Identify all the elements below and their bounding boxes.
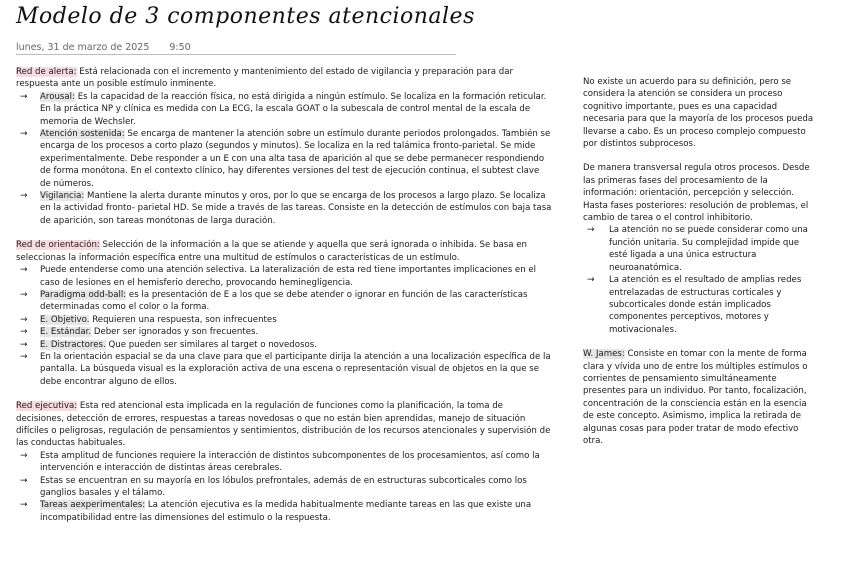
item-text: Esta amplitud de funciones requiere la interacción de distintos subcomponentes de los procesamientos, así como la intervención e interacción de distintas áreas cerebrales.	[40, 450, 540, 474]
item-term: Vigilancia:	[40, 191, 85, 202]
definition-paragraph: No existe un acuerdo para su definición, pero se considera la atención se considera un proceso cognitivo importante, pues es una capacidad necesaria para que la mayoría de los procesos pueda llevarse a cabo. Es un proceso complejo compuesto por distintos subprocesos.	[583, 77, 814, 150]
arrow-icon: →	[20, 129, 28, 140]
arrow-icon: →	[20, 327, 28, 338]
alerta-label: Red de alerta:	[16, 67, 77, 77]
item-text: Mantiene la alerta durante minutos y oros, por lo que se encarga de los procesos a largo plazo. Se localiza en la actividad fronto- parietal HD. Se mide a través de las tareas. Consiste en la detección de estímulos con baja tasa de aparición, son tareas monótonas de larga duración.	[40, 191, 552, 226]
list-item	[16, 128, 552, 190]
list-item	[16, 326, 552, 338]
james-text: Consiste en tomar con la mente de forma clara y vívida uno de entre los múltiples estímulos o corrientes de pensamiento simultáneamente presentes para un individuo. Por tanto, focalización, concentración de la consciencia están en la esencia de este concepto. Asimismo, implica la retirada de algunas cosas para poder tratar de modo efectivo otra.	[583, 349, 808, 446]
item-term: Atención sostenida:	[40, 129, 125, 140]
list-item	[16, 289, 552, 314]
page-meta	[16, 42, 456, 55]
arrow-icon: →	[20, 475, 28, 486]
list-item	[16, 190, 552, 227]
arrow-icon: →	[20, 450, 28, 461]
transversal-block	[583, 162, 819, 336]
arrow-icon: →	[20, 289, 28, 300]
item-text: La atención no se puede considerar como una función unitaria. Su complejidad impide que esté ligada a una única estructura neuroanatómica.	[609, 225, 808, 273]
ejecutiva-label: Red ejecutiva:	[16, 401, 78, 412]
item-text: En la orientación espacial se da una clave para que el participante dirija la atención a una localización específica de la pantalla. La búsqueda visual es la exploración activa de una escena o representación visual de objetos en la que se debe encontrar alguno de ellos.	[40, 351, 551, 387]
list-item	[583, 274, 819, 336]
list-item	[583, 224, 819, 274]
arrow-icon: →	[20, 265, 28, 276]
arrow-icon: →	[20, 500, 28, 511]
list-item	[16, 264, 552, 289]
section-alerta	[16, 66, 552, 227]
item-term: E. Objetivo.	[40, 314, 90, 325]
item-text: Que pueden ser similares al target o novedosos.	[105, 339, 317, 350]
list-item	[16, 450, 552, 475]
item-text: La atención ejecutiva es la medida habitualmente mediante tareas en las que existe una incompatibilidad entre las dimensiones del estimulo o la respuesta.	[40, 500, 532, 523]
item-text: Puede entenderse como una atención selectiva. La lateralización de esta red tiene importantes implicaciones en el caso de lesiones en el hemisferio derecho, provocando heminegligencia.	[40, 265, 537, 288]
arrow-icon: →	[587, 225, 595, 236]
list-item	[16, 339, 552, 351]
alerta-intro	[16, 66, 552, 91]
item-text: es la presentación de E a los que se debe atender o ignorar en función de las características determinadas como el color o la forma.	[40, 289, 528, 313]
arrow-icon: →	[20, 91, 28, 102]
orientacion-intro	[16, 239, 552, 264]
item-text: La atención es el resultado de amplias redes entrelazadas de estructuras corticales y subcorticales donde están implicados componentes perceptivos, motores y motivacionales.	[609, 275, 802, 335]
section-ejecutiva	[16, 400, 552, 524]
list-item	[16, 314, 552, 326]
list-item	[16, 91, 552, 128]
page-time: 9:50	[169, 42, 191, 53]
item-text: Requieren una respuesta, son infrecuentes	[89, 314, 277, 325]
arrow-icon: →	[587, 275, 595, 286]
arrow-icon: →	[20, 314, 28, 325]
james-label: W. James:	[583, 349, 625, 360]
item-term: Paradigma odd-ball:	[40, 289, 127, 300]
orientacion-text: Selección de la información a la que se atiende y aquella que será ignorada o inhibida. Se basa en seleccionas la información específica entre una multitud de estímulos o características de un estímulo.	[16, 240, 527, 263]
arrow-icon: →	[20, 351, 28, 362]
item-text: Se encarga de mantener la atención sobre un estímulo durante periodos prolongados. También se encarga de los procesos a corto plazo (segundos y minutos). Se localiza en la red talámica fronto-parietal. Se mide experimentalmente. Debe responder a un E con una alta tasa de aparición al que se debe permanecer respondiendo de forma monótona. En el contexto clínico, hay diferentes versiones del test de ejecución continua, el subtest clave de números.	[40, 129, 551, 189]
item-term: E. Distractores.	[40, 339, 106, 350]
alerta-text: Está relacionada con el incremento y mantenimiento del estado de vigilancia y preparación para dar respuesta ante un posible estímulo inminente.	[16, 67, 514, 90]
transversal-paragraph: De manera transversal regula otros procesos. Desde las primeras fases del procesamiento de la información: orientación, percepción y selección. Hasta fases posteriores: resolución de problemas, el cambio de tarea o el control inhibitorio.	[583, 163, 810, 224]
list-item	[16, 499, 552, 524]
item-term: Tareas aexperimentales:	[40, 500, 146, 511]
section-orientacion	[16, 239, 552, 388]
item-text: Es la capacidad de la reacción física, no está dirigida a ningún estímulo. Se localiza en la formación reticular. En la práctica NP y clínica es medida con La ECG, la escala GOAT o la subescala de control mental de la escala de memoria de Wechsler.	[40, 91, 547, 127]
item-term: E. Estándar.	[40, 327, 92, 338]
item-text: Estas se encuentran en su mayoría en los lóbulos prefrontales, además de en estructuras subcorticales como los ganglios basales y el tálamo.	[40, 475, 527, 498]
arrow-icon: →	[20, 339, 28, 350]
james-paragraph	[583, 348, 819, 447]
page-date: lunes, 31 de marzo de 2025	[16, 42, 150, 53]
left-column	[16, 66, 552, 536]
ejecutiva-text: Esta red atencional esta implicada en la regulación de funciones como la planificación, la toma de decisiones, detección de errores, respuestas a tareas novedosas o que no están bien aprendidas, manejo de situación difíciles o peligrosas, regulación de pensamientos y sentimientos, distribución de los recursos atencionales y supervisión de las conductas habituales.	[16, 401, 551, 449]
orientacion-label: Red de orientación:	[16, 240, 100, 251]
page-title: Modelo de 3 componentes atencionales	[16, 4, 475, 29]
right-column	[583, 76, 819, 459]
list-item	[16, 475, 552, 500]
item-text: Deber ser ignorados y son frecuentes.	[91, 327, 259, 338]
item-term: Arousal:	[40, 91, 75, 102]
list-item	[16, 351, 552, 388]
arrow-icon: →	[20, 191, 28, 202]
ejecutiva-intro	[16, 400, 552, 450]
